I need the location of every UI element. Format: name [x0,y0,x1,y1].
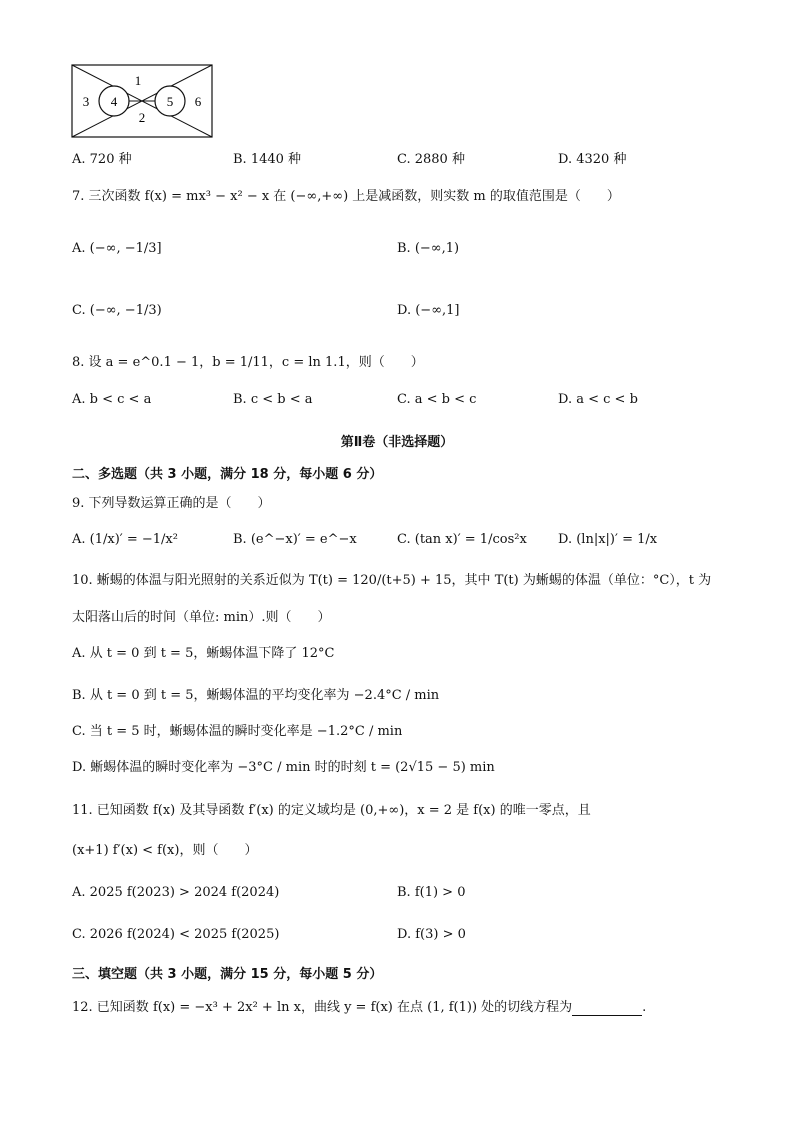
q9-option-c[interactable]: C. (tan x)′ = 1/cos²x [397,532,527,547]
q10-option-b[interactable]: B. 从 t = 0 到 t = 5，蜥蜴体温的平均变化率为 −2.4°C / min [72,688,440,703]
q12-end: . [642,1000,647,1015]
q8-option-b[interactable]: B. c < b < a [233,392,313,407]
diagram-label-2: 2 [138,110,146,125]
q6-option-a[interactable]: A. 720 种 [72,152,132,167]
diagram-label-5: 5 [166,94,174,109]
q6-option-b[interactable]: B. 1440 种 [233,152,302,167]
q7-option-b[interactable]: B. (−∞,1) [397,241,460,256]
diagram-label-4: 4 [110,94,118,109]
part2-title: 第Ⅱ卷（非选择题） [340,435,454,450]
q10-option-a[interactable]: A. 从 t = 0 到 t = 5，蜥蜴体温下降了 12°C [72,646,335,661]
q6-option-d[interactable]: D. 4320 种 [558,152,627,167]
q8-option-c[interactable]: C. a < b < c [397,392,477,407]
q8-option-a[interactable]: A. b < c < a [72,392,152,407]
q12-answer-blank[interactable] [572,1003,642,1016]
q7-option-c[interactable]: C. (−∞, −1/3) [72,303,162,318]
q12-stem: 12. 已知函数 f(x) = −x³ + 2x² + ln x，曲线 y = f(x) 在点 (1, f(1)) 处的切线方程为 [72,1000,573,1015]
diagram-label-6: 6 [194,94,202,109]
q11-option-c[interactable]: C. 2026 f(2024) < 2025 f(2025) [72,927,280,942]
q12-line [72,1000,646,1016]
q11-option-a[interactable]: A. 2025 f(2023) > 2024 f(2024) [72,885,280,900]
q6-option-c[interactable]: C. 2880 种 [397,152,465,167]
section3-title: 三、填空题（共 3 小题，满分 15 分，每小题 5 分） [72,967,383,982]
q10-stem-line1: 10. 蜥蜴的体温与阳光照射的关系近似为 T(t) = 120/(t+5) + 15，其中 T(t) 为蜥蜴的体温（单位：°C），t 为 [72,573,712,588]
q10-option-d[interactable]: D. 蜥蜴体温的瞬时变化率为 −3°C / min 时的时刻 t = (2√15 − 5) min [72,760,495,775]
section2-title: 二、多选题（共 3 小题，满分 18 分，每小题 6 分） [72,467,383,482]
q8-option-d[interactable]: D. a < c < b [558,392,638,407]
diagram-label-1: 1 [134,73,142,88]
q7-stem: 7. 三次函数 f(x) = mx³ − x² − x 在 (−∞,+∞) 上是减函数，则实数 m 的取值范围是（ ） [72,189,620,204]
diagram-label-3: 3 [82,94,90,109]
q7-option-d[interactable]: D. (−∞,1] [397,303,460,318]
q11-option-d[interactable]: D. f(3) > 0 [397,927,466,942]
q8-stem: 8. 设 a = e^0.1 − 1，b = 1/11，c = ln 1.1，则（ ） [72,355,424,370]
grid-diagram [71,64,213,138]
q9-stem: 9. 下列导数运算正确的是（ ） [72,496,271,511]
q11-option-b[interactable]: B. f(1) > 0 [397,885,466,900]
q9-option-a[interactable]: A. (1/x)′ = −1/x² [72,532,178,547]
q9-option-d[interactable]: D. (ln|x|)′ = 1/x [558,532,658,547]
q11-stem-line2: (x+1) f′(x) < f(x)，则（ ） [72,843,258,858]
q11-stem-line1: 11. 已知函数 f(x) 及其导函数 f′(x) 的定义域均是 (0,+∞)，x = 2 是 f(x) 的唯一零点，且 [72,803,591,818]
q9-option-b[interactable]: B. (e^−x)′ = e^−x [233,532,357,547]
q7-option-a[interactable]: A. (−∞, −1/3] [72,241,162,256]
q10-stem-line2: 太阳落山后的时间（单位: min）.则（ ） [72,610,331,625]
q10-option-c[interactable]: C. 当 t = 5 时，蜥蜴体温的瞬时变化率是 −1.2°C / min [72,724,403,739]
